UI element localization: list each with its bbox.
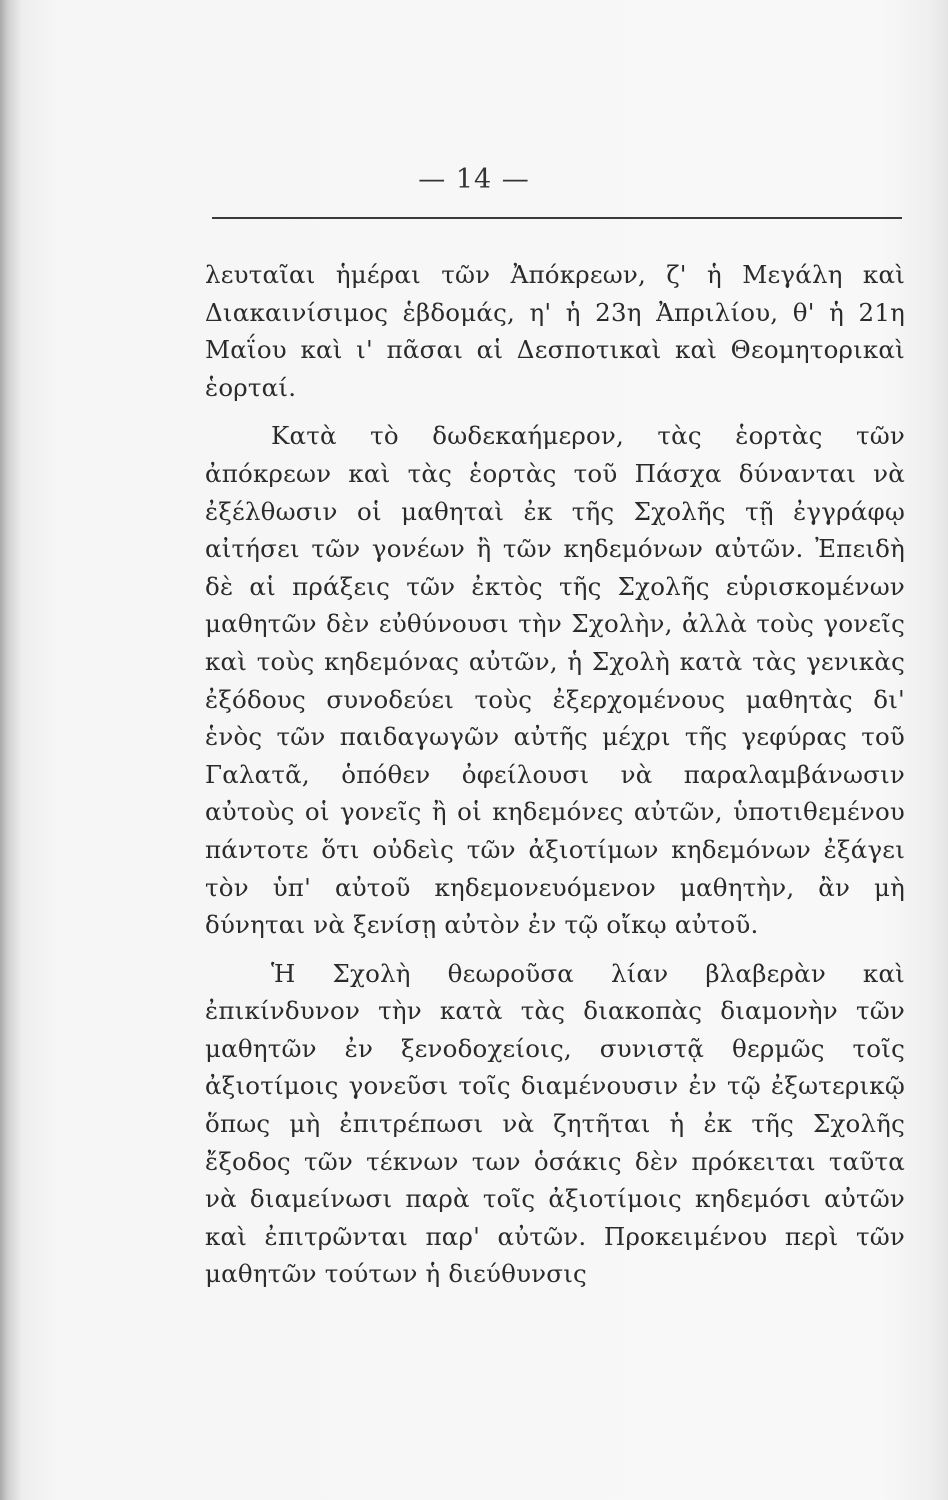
paragraph-2: Κατὰ τὸ δωδεκαήμερον, τὰς ἑορτὰς τῶν ἀπόκρεων καὶ τὰς ἑορτὰς τοῦ Πάσχα δύνανται νὰ ἐξέλθωσιν οἱ μαθηταὶ ἐκ τῆς Σχολῆς τῇ ἐγγράφῳ αἰτήσει τῶν γονέων ἢ τῶν κηδεμόνων αὐτῶν. Ἐπειδὴ δὲ αἱ πράξεις τῶν ἐκτὸς τῆς Σχολῆς εὑρισκομένων μαθητῶν δὲν εὐθύνουσι τὴν Σχολὴν, ἀλλὰ τοὺς γονεῖς καὶ τοὺς κηδεμόνας αὐτῶν, ἡ Σχολὴ κατὰ τὰς γενικὰς ἐξόδους συνοδεύει τοὺς ἐξερχομένους μαθητὰς δι' ἑνὸς τῶν παιδαγωγῶν αὐτῆς μέχρι τῆς γεφύρας τοῦ Γαλατᾶ, ὁπόθεν ὀφείλουσι νὰ παραλαμβάνωσιν αὐτοὺς οἱ γονεῖς ἢ οἱ κηδεμόνες αὐτῶν, ὑποτιθεμένου πάντοτε ὅτι οὐδεὶς τῶν ἀξιοτίμων κηδεμόνων ἐξάγει τὸν ὑπ' αὐτοῦ κηδεμονευόμενον μαθητὴν, ἂν μὴ δύνηται νὰ ξενίσῃ αὐτὸν ἐν τῷ οἴκῳ αὐτοῦ.	[205, 421, 905, 940]
page-number: — 14 —	[418, 164, 530, 195]
paragraph-1: λευταῖαι ἡμέραι τῶν Ἀπόκρεων, ζ' ἡ Μεγάλη καὶ Διακαινίσιμος ἑβδομάς, η' ἡ 23η Ἀπριλίου, θ' ἡ 21η Μαΐου καὶ ι' πᾶσαι αἱ Δεσποτικαὶ καὶ Θεομητορικαὶ ἑορταί.	[205, 260, 905, 402]
paragraph-3: Ἡ Σχολὴ θεωροῦσα λίαν βλαβερὰν καὶ ἐπικίνδυνον τὴν κατὰ τὰς διακοπὰς διαμονὴν τῶν μαθητῶν ἐν ξενοδοχείοις, συνιστᾷ θερμῶς τοῖς ἀξιοτίμοις γονεῦσι τοῖς διαμένουσιν ἐν τῷ ἐξωτερικῷ ὅπως μὴ ἐπιτρέπωσι νὰ ζητῆται ἡ ἐκ τῆς Σχολῆς ἔξοδος τῶν τέκνων των ὁσάκις δὲν πρόκειται ταῦτα νὰ διαμείνωσι παρὰ τοῖς ἀξιοτίμοις κηδεμόσι αὐτῶν καὶ ἐπιτρῶνται παρ' αὐτῶν. Προκειμένου περὶ τῶν μαθητῶν τούτων ἡ διεύθυνσις	[205, 958, 905, 1289]
header-rule	[212, 217, 902, 219]
body-text	[205, 256, 905, 1293]
